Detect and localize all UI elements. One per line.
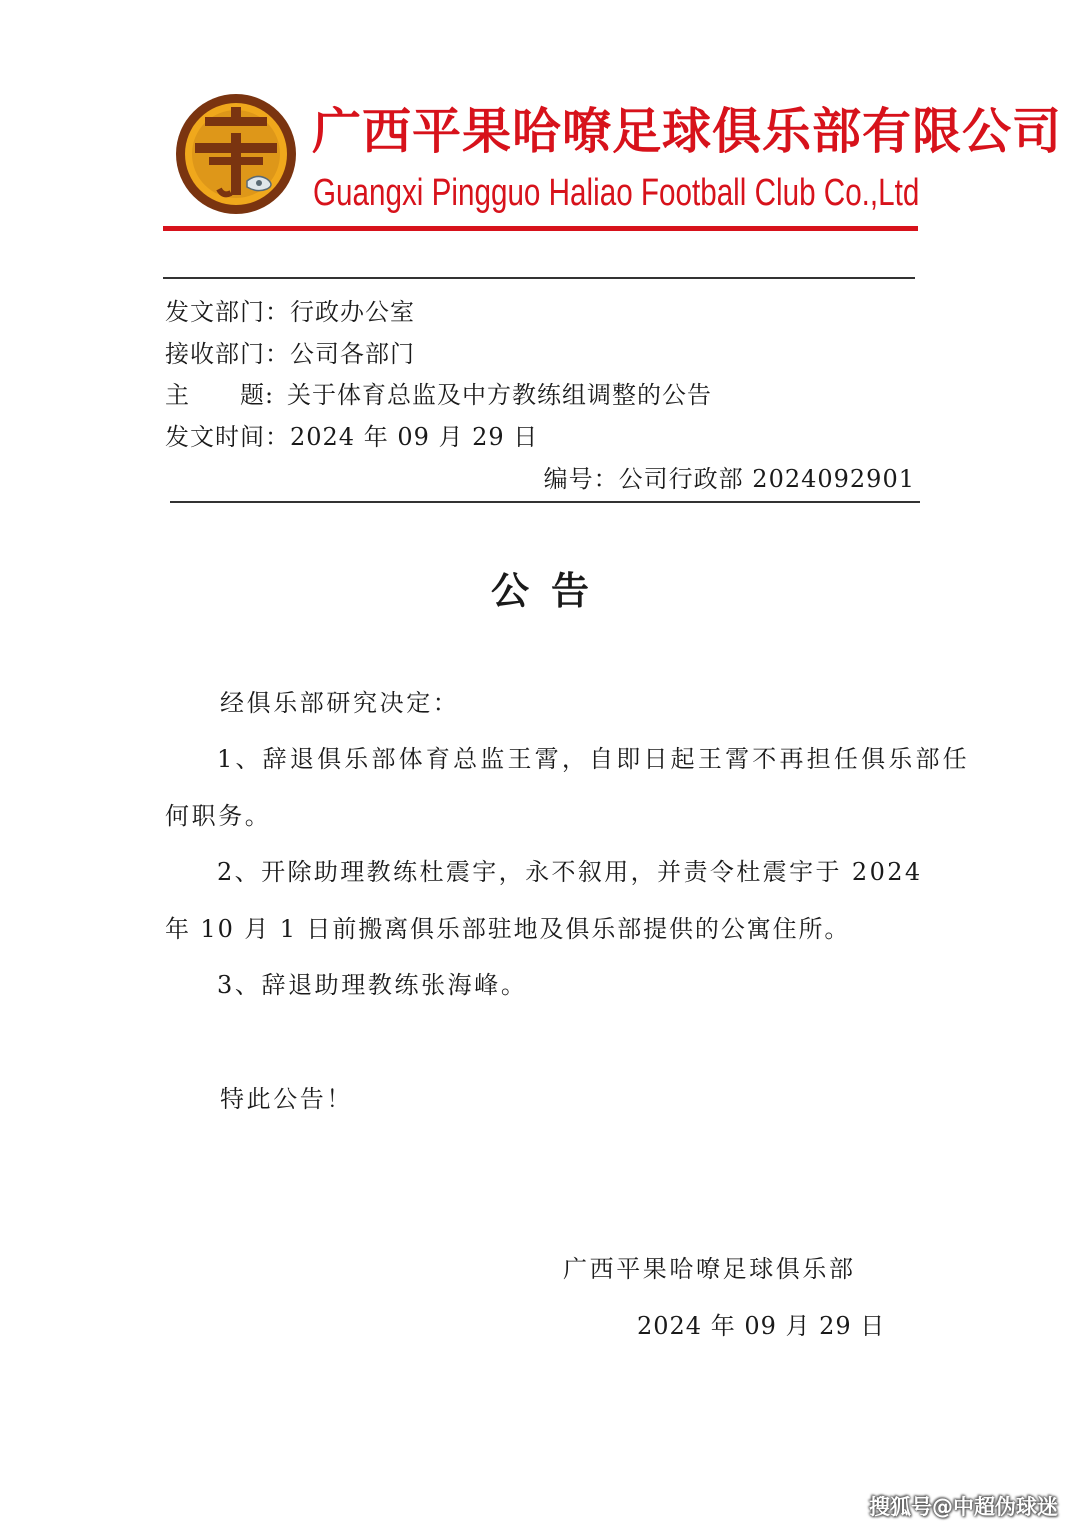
body-item3: 3、辞退助理教练张海峰。 (217, 971, 528, 999)
org-name-cn: 广西平果哈嘹足球俱乐部有限公司 (312, 103, 1063, 160)
header-rule-bottom (170, 501, 920, 503)
body-item2-line1: 2、开除助理教练杜震宇，永不叙用，并责令杜震宇于 2024 (217, 858, 923, 886)
meta-receiver-label: 接收部门： (165, 340, 290, 368)
body-item1-line2: 何职务。 (165, 802, 272, 830)
body-item1-line1: 1、辞退俱乐部体育总监王霄，自即日起王霄不再担任俱乐部任 (217, 745, 970, 773)
header-rule-top (163, 277, 915, 279)
signature-date: 2024 年 09 月 29 日 (637, 1312, 886, 1340)
meta-date (165, 421, 538, 453)
meta-date-label: 发文时间： (165, 423, 290, 451)
meta-issuer-label: 发文部门： (165, 298, 290, 326)
meta-issuer (165, 296, 415, 328)
meta-date-value: 2024 年 09 月 29 日 (290, 423, 539, 451)
org-name-en: Guangxi Pingguo Haliao Football Club Co.,Ltd (313, 172, 920, 214)
meta-receiver-value: 公司各部门 (290, 340, 415, 368)
meta-subject-label: 主 题: (165, 381, 275, 409)
body-item2-line2: 年 10 月 1 日前搬离俱乐部驻地及俱乐部提供的公寓住所。 (165, 915, 851, 943)
meta-issuer-value: 行政办公室 (290, 298, 415, 326)
signature-org: 广西平果哈嘹足球俱乐部 (563, 1255, 856, 1283)
doc-number (544, 463, 915, 495)
doc-number-value: 公司行政部 2024092901 (618, 465, 915, 493)
doc-title: 公告 (490, 569, 611, 613)
doc-number-label: 编号： (543, 465, 619, 493)
body-intro: 经俱乐部研究决定： (220, 689, 460, 717)
letterhead-red-rule (163, 226, 918, 231)
club-logo (175, 93, 297, 215)
meta-receiver (165, 338, 415, 370)
source-watermark: 搜狐号@中超伪球迷 (869, 1495, 1058, 1519)
meta-subject-value: 关于体育总监及中方教练组调整的公告 (287, 381, 712, 409)
body-closing: 特此公告！ (220, 1085, 353, 1113)
meta-subject (165, 379, 712, 411)
